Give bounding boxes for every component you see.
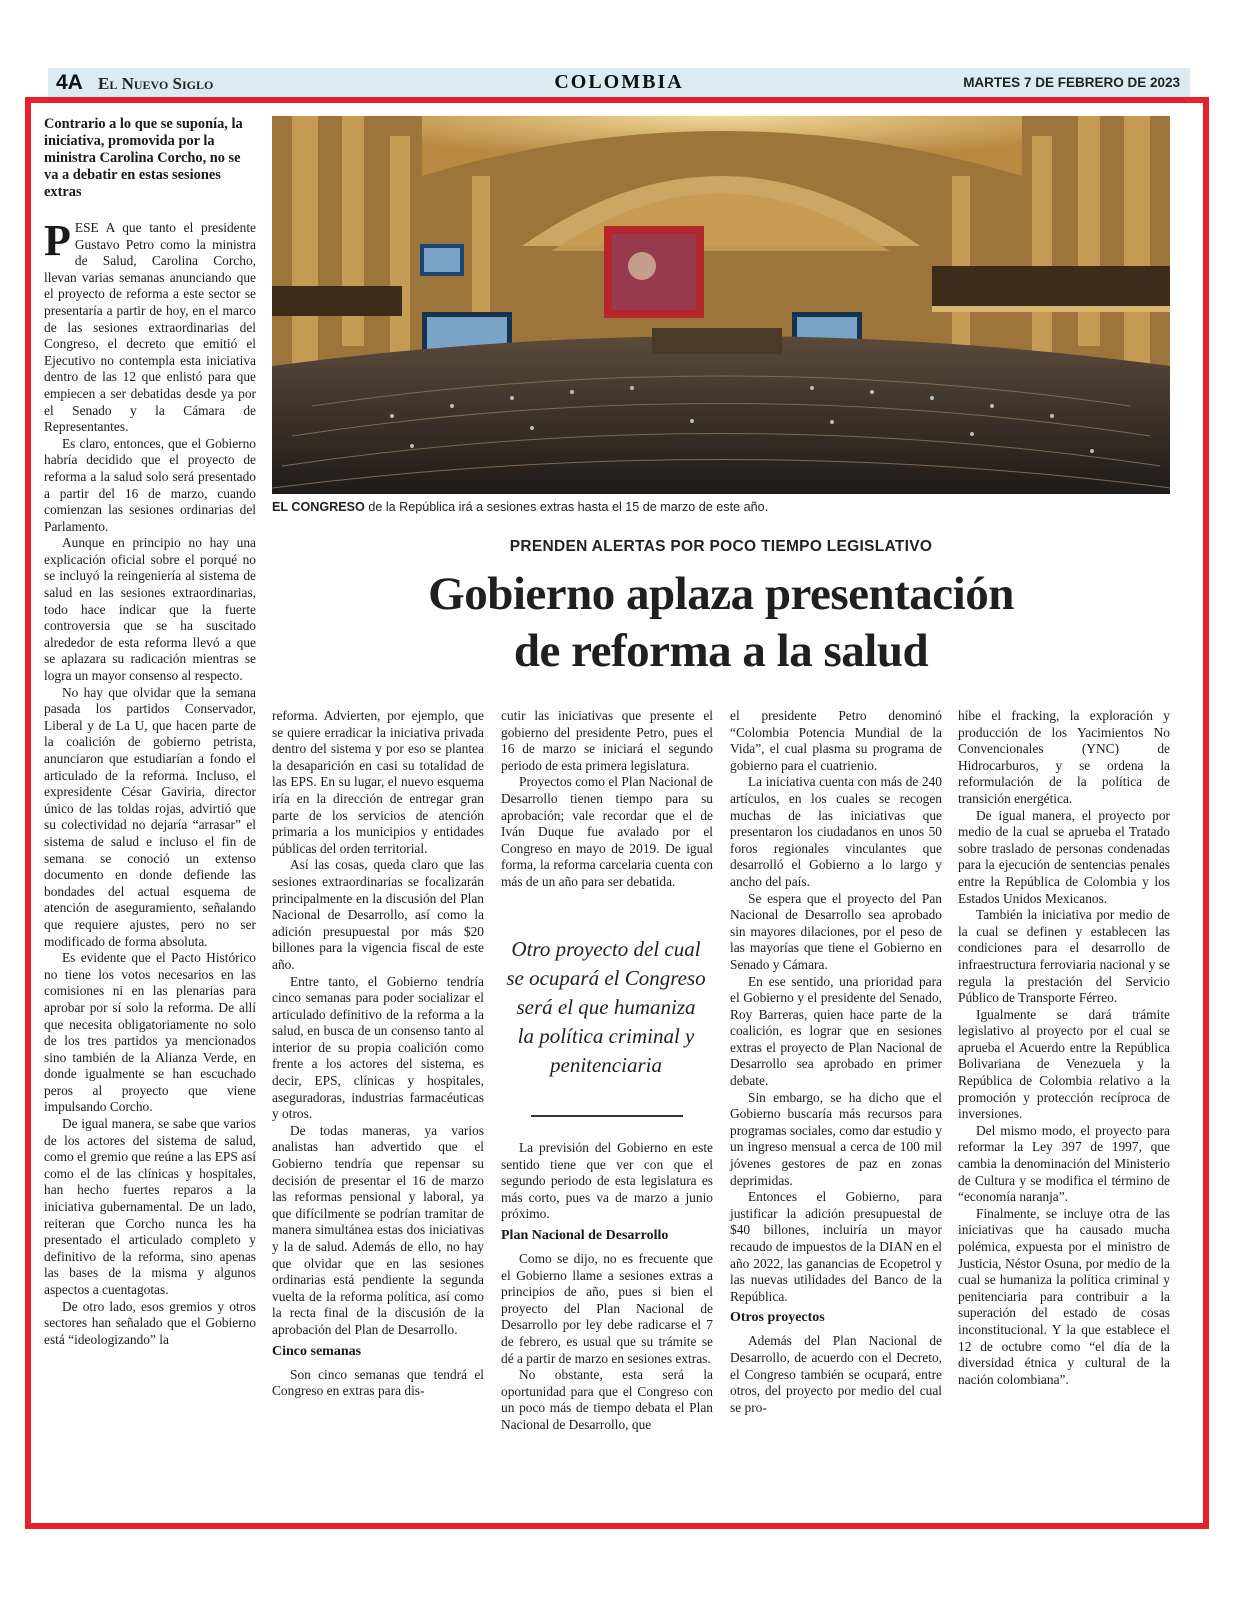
column-4 — [730, 708, 942, 1416]
section-title: COLOMBIA — [554, 71, 684, 93]
publication-date: MARTES 7 DE FEBRERO DE 2023 — [963, 75, 1180, 90]
col4-paragraph: Se espera que el proyecto del Pan Nacional de Desarrollo sea aprobado sin mayores dilaciones, por el peso de las mayorías que tiene el Gobierno en Senado y Cámara. — [730, 890, 942, 972]
photo-caption — [272, 500, 1172, 514]
col1-paragraph: Aunque en principio no hay una explicación oficial sobre el porqué no se incluyó la reingeniería al sistema de salud en las sesiones extraordinarias, todo hace indicar que la fuerte controversia que se ha suscitado alrededor de esta reforma llevó a que se aplazara su radicación mientras se logra un mayor consenso al respecto. — [44, 535, 256, 684]
page-number: 4A — [56, 71, 83, 94]
col5-paragraph: De igual manera, el proyecto por medio de la cual se aprueba el Tratado sobre traslado de personas condenadas para la ejecución de sentencias penales entre la República de Colombia y los Estados Unidos Mexicanos. — [958, 807, 1170, 906]
congress-photo — [272, 116, 1170, 494]
col4-paragraph: La iniciativa cuenta con más de 240 artículos, en los cuales se recogen muchas de las iniciativas que presentaron los ciudadanos en unos 50 foros regionales vinculantes que desarrolló el Gobierno a lo largo y ancho del país. — [730, 774, 942, 889]
col2-paragraph: Entre tanto, el Gobierno tendría cinco semanas para poder socializar el articulado definitivo de la reforma a la salud, en busca de un consenso tanto al interior de su propia coalición como frente a los actores del sistema, es decir, EPS, clínicas y hospitales, aseguradoras, industrias farmacéuticas y otros. — [272, 973, 484, 1122]
col2-paragraph: De todas maneras, ya varios analistas han advertido que el Gobierno tendría que repensar su decisión de presentar el 16 de marzo las reformas pensional y laboral, ya que difícilmente se podrían tramitar de manera simultánea estas dos iniciativas y la de salud. Además de ello, no hay que olvidar que en las sesiones ordinarias está pendiente la segunda vuelta de la reforma política, así como la recta final de la discusión de la aprobación del Plan de Desarrollo. — [272, 1122, 484, 1337]
col1-paragraph: Es evidente que el Pacto Histórico no tiene los votos necesarios en las comisiones ni en las plenarias para aprobar por sí solo la reforma. De allí que necesita obligatoriamente no solo de los tres partidos ya mencionados sino también de la Alianza Verde, en donde igualmente se han escuchado peros al proyecto que viene impulsando Corcho. — [44, 950, 256, 1115]
article-deck: Contrario a lo que se suponía, la iniciativa, promovida por la ministra Carolina Corcho, no se va a debatir en estas sesiones extras — [44, 116, 243, 200]
col5-paragraph: Del mismo modo, el proyecto para reformar la Ley 397 de 1997, que cambia la denominación del Ministerio de Cultura y se modifica el término de “economía naranja”. — [958, 1122, 1170, 1205]
col4-paragraph: Además del Plan Nacional de Desarrollo, de acuerdo con el Decreto, el Congreso también se ocupará, entre otros, del proyecto por medio del cual se pro- — [730, 1333, 942, 1415]
col5-paragraph: Finalmente, se incluye otra de las iniciativas que ha causado mucha polémica, expuesta por el ministro de Justicia, Néstor Osuna, por medio de la cual se humaniza la política criminal y penitenciaria para contribuir a la superación del estado de cosas inconstitucional. Y la que establece el 12 de octubre como “el día de la diversidad étnica y cultural de la nación colombiana”. — [958, 1205, 1170, 1387]
col5-paragraph: híbe el fracking, la exploración y producción de los Yacimientos No Convencionales (YNC) de Hidrocarburos, y se ordena la reformulación de la política de transición energética. — [958, 708, 1170, 806]
page-header — [48, 68, 1190, 99]
drop-cap: P — [44, 216, 71, 265]
column-1 — [44, 216, 256, 1348]
col1-paragraph: Es claro, entonces, que el Gobierno habría decidido que el proyecto de reforma a la salud solo será presentado a partir del 16 de marzo, cuando comienzan las sesiones ordinarias del Parlamento. — [44, 435, 256, 534]
subhead-otros-proyectos: Otros proyectos — [730, 1310, 825, 1326]
column-5 — [958, 708, 1170, 1388]
col2-paragraph: Así las cosas, queda claro que las sesiones extraordinarias se focalizarán principalmente en la discusión del Plan Nacional de Desarrollo, así como la adición presupuestal por más $20 billones para la vigencia fiscal de este año. — [272, 857, 484, 972]
col5-paragraph: Igualmente se dará trámite legislativo al proyecto por el cual se aprueba el Acuerdo entre la República Bolivariana de Venezuela y la República de Colombia relativo a la promoción y protección recíproca de inversiones. — [958, 1006, 1170, 1122]
col5-paragraph: También la iniciativa por medio de la cual se definen y establecen las condiciones para el desarrollo de infraestructura ferroviaria nacional y se regula la prestación del Servicio Público de Transporte Férreo. — [958, 907, 1170, 1006]
col3-paragraph: Proyectos como el Plan Nacional de Desarrollo tienen tiempo para su aprobación; vale recordar que el de Iván Duque fue avalado por el Congreso en mayo de 2019. De igual forma, la reforma carcelaria cuenta con más de un año para ser debatida. — [501, 774, 713, 889]
pull-quote-rule — [531, 1115, 683, 1117]
col3-paragraph: Como se dijo, no es frecuente que el Gobierno llame a sesiones extras a principios de año, pues si bien el proyecto del Plan Nacional de Desarrollo por ley debe radicarse el 7 de febrero, es usual que su trámite se dé a partir de marzo en sesiones extras. — [501, 1250, 713, 1366]
column-2 — [272, 708, 484, 1400]
col4-paragraph: En ese sentido, una prioridad para el Gobierno y el presidente del Senado, Roy Barreras, quien hace parte de la coalición, es lograr que en sesiones extras el proyecto de Plan Nacional de Desarrollo sea aprobado en primer debate. — [730, 973, 942, 1089]
caption-bold: EL CONGRESO — [272, 500, 365, 514]
col1-paragraph: ESE A que tanto el presidente Gustavo Petro como la ministra de Salud, Carolina Corcho, llevan varias semanas anunciando que el proyecto de reforma a este sector se presentaría a partir de hoy, en el marco de las sesiones extraordinarias del Congreso, el decreto que emitió el Ejecutivo no contempla esta iniciativa dentro de las 12 que enlistó para que empiecen a ser debatidas desde ya por el Senado y la Cámara de Representantes. — [44, 220, 256, 435]
col2-paragraph: Son cinco semanas que tendrá el Congreso en extras para dis- — [272, 1366, 484, 1399]
congress-chamber-illustration — [272, 116, 1170, 494]
headline — [272, 566, 1170, 680]
pull-quote: Otro proyecto del cual se ocupará el Congreso será el que humaniza la política criminal y penitenciaria — [506, 937, 706, 1077]
headline-line-1: Gobierno aplaza presentación — [428, 568, 1014, 620]
column-3-top — [501, 708, 713, 891]
subhead-cinco-semanas: Cinco semanas — [272, 1343, 362, 1359]
col2-paragraph: reforma. Advierten, por ejemplo, que se quiere erradicar la iniciativa privada dentro del sistema y por eso se plantea la desaparición en casi su totalidad de las EPS. En su lugar, el nuevo esquema iría en la dirección de entregar gran parte de los servicios de atención primaria a los municipios y entidades públicas del orden territorial. — [272, 708, 484, 856]
caption-text: de la República irá a sesiones extras hasta el 15 de marzo de este año. — [364, 500, 769, 514]
col1-paragraph: De igual manera, se sabe que varios de los actores del sistema de salud, como el gremio que reúne a las EPS así como el de las clínicas y hospitales, han hecho fuertes reparos a la iniciativa gubernamental. De un lado, reiteran que Corcho nunca les ha presentado el articulado completo y definitivo de la reforma, sino apenas las bases de la misma y algunos aspectos a cuentagotas. — [44, 1116, 256, 1297]
col3-paragraph: cutir las iniciativas que presente el gobierno del presidente Petro, pues el 16 de marzo se iniciará el segundo periodo de esta primera legislatura. — [501, 708, 713, 773]
col4-paragraph: Sin embargo, se ha dicho que el Gobierno buscaría más recursos para programas sociales, como dar estudio y un ingreso mensual a cerca de 100 mil jóvenes gestores de paz en zonas deprimidas. — [730, 1089, 942, 1188]
newspaper-brand: El Nuevo Siglo — [98, 74, 214, 93]
col4-paragraph: el presidente Petro denominó “Colombia Potencia Mundial de la Vida”, el cual plasma su programa de gobierno para el cuatrienio. — [730, 708, 942, 773]
kicker: PRENDEN ALERTAS POR POCO TIEMPO LEGISLATIVO — [509, 538, 933, 555]
col4-paragraph: Entonces el Gobierno, para justificar la adición presupuestal de $40 billones, incluiría un mayor recaudo de impuestos de la DIAN en el año 2022, las ganancias de Ecopetrol y las nuevas utilidades del Banco de la República. — [730, 1189, 942, 1304]
col3-paragraph: La previsión del Gobierno en este sentido tiene que ver con que el segundo periodo de esta legislatura es más corto, pues va de marzo a junio próximo. — [501, 1140, 713, 1222]
col1-paragraph: No hay que olvidar que la semana pasada los partidos Conservador, Liberal y de La U, que hacen parte de la coalición de gobierno petrista, anunciaron que estudiarían a fondo el articulado de la reforma. Incluso, el expresidente César Gaviria, director único de las toldas rojas, advirtió que su colectividad no dejaría “arrasar” el sistema de salud e incluso el fin de semana se conoció un extenso documento en donde defiende las bondades del actual esquema de atención de aseguramiento, señalando que requiere ajustes, pero no ser modificado de forma absoluta. — [44, 684, 256, 949]
col1-paragraph: De otro lado, esos gremios y otros sectores han señalado que el Gobierno está “ideologizando” la — [44, 1298, 256, 1347]
column-3-bottom — [501, 1140, 713, 1434]
col3-paragraph: No obstante, esta será la oportunidad para que el Congreso con un poco más de tiempo debata el Plan Nacional de Desarrollo, que — [501, 1367, 713, 1432]
subhead-plan-nacional: Plan Nacional de Desarrollo — [501, 1227, 669, 1243]
headline-line-2: de reforma a la salud — [513, 625, 929, 677]
